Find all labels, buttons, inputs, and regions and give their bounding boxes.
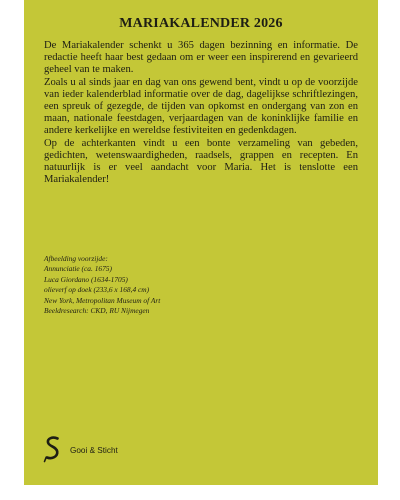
credits-artwork: Annunciatie (ca. 1675) xyxy=(44,264,112,274)
paragraph-back-side: Op de achterkanten vindt u een bonte verzameling van gebeden, gedichten, wetenswaardigheden, raadsels, grappen en recepten. En natuurlijk is er veel aandacht voor Maria. Het is tenslotte een Mariakalender! xyxy=(44,137,358,186)
publisher-name: Gooi & Sticht xyxy=(70,445,118,455)
credits-location: New York, Metropolitan Museum of Art xyxy=(44,295,161,305)
credits-heading: Afbeelding voorzijde: xyxy=(44,254,108,263)
publisher xyxy=(42,435,118,463)
back-cover xyxy=(24,0,378,485)
description-text xyxy=(44,40,358,186)
gooi-sticht-s-logo-icon xyxy=(42,435,64,463)
paragraph-front-side: Zoals u al sinds jaar en dag van ons gewend bent, vindt u op de voorzijde van ieder kalenderblad informatie over de dag, dagelijkse schriftlezingen, een spreuk of gezegde, de tijden van opkomst en ondergang van zon en maan, nationale feestdagen, verjaardagen van de koninklijke familie en andere kerkelijke en wereldse festiviteiten en gedenkdagen. xyxy=(44,76,358,137)
credits-medium: olieverf op doek (233,6 x 168,4 cm) xyxy=(44,285,150,295)
credits-research: Beeldresearch: CKD, RU Nijmegen xyxy=(44,306,150,316)
page-title: MARIAKALENDER 2026 xyxy=(119,16,283,31)
paragraph-intro: De Mariakalender schenkt u 365 dagen bezinning en informatie. De redactie heeft haar best gedaan om er weer een inspirerend en gevarieerd geheel van te maken. xyxy=(44,40,358,76)
credits-artist: Luca Giordano (1634-1705) xyxy=(44,274,128,284)
image-credits xyxy=(44,254,344,316)
